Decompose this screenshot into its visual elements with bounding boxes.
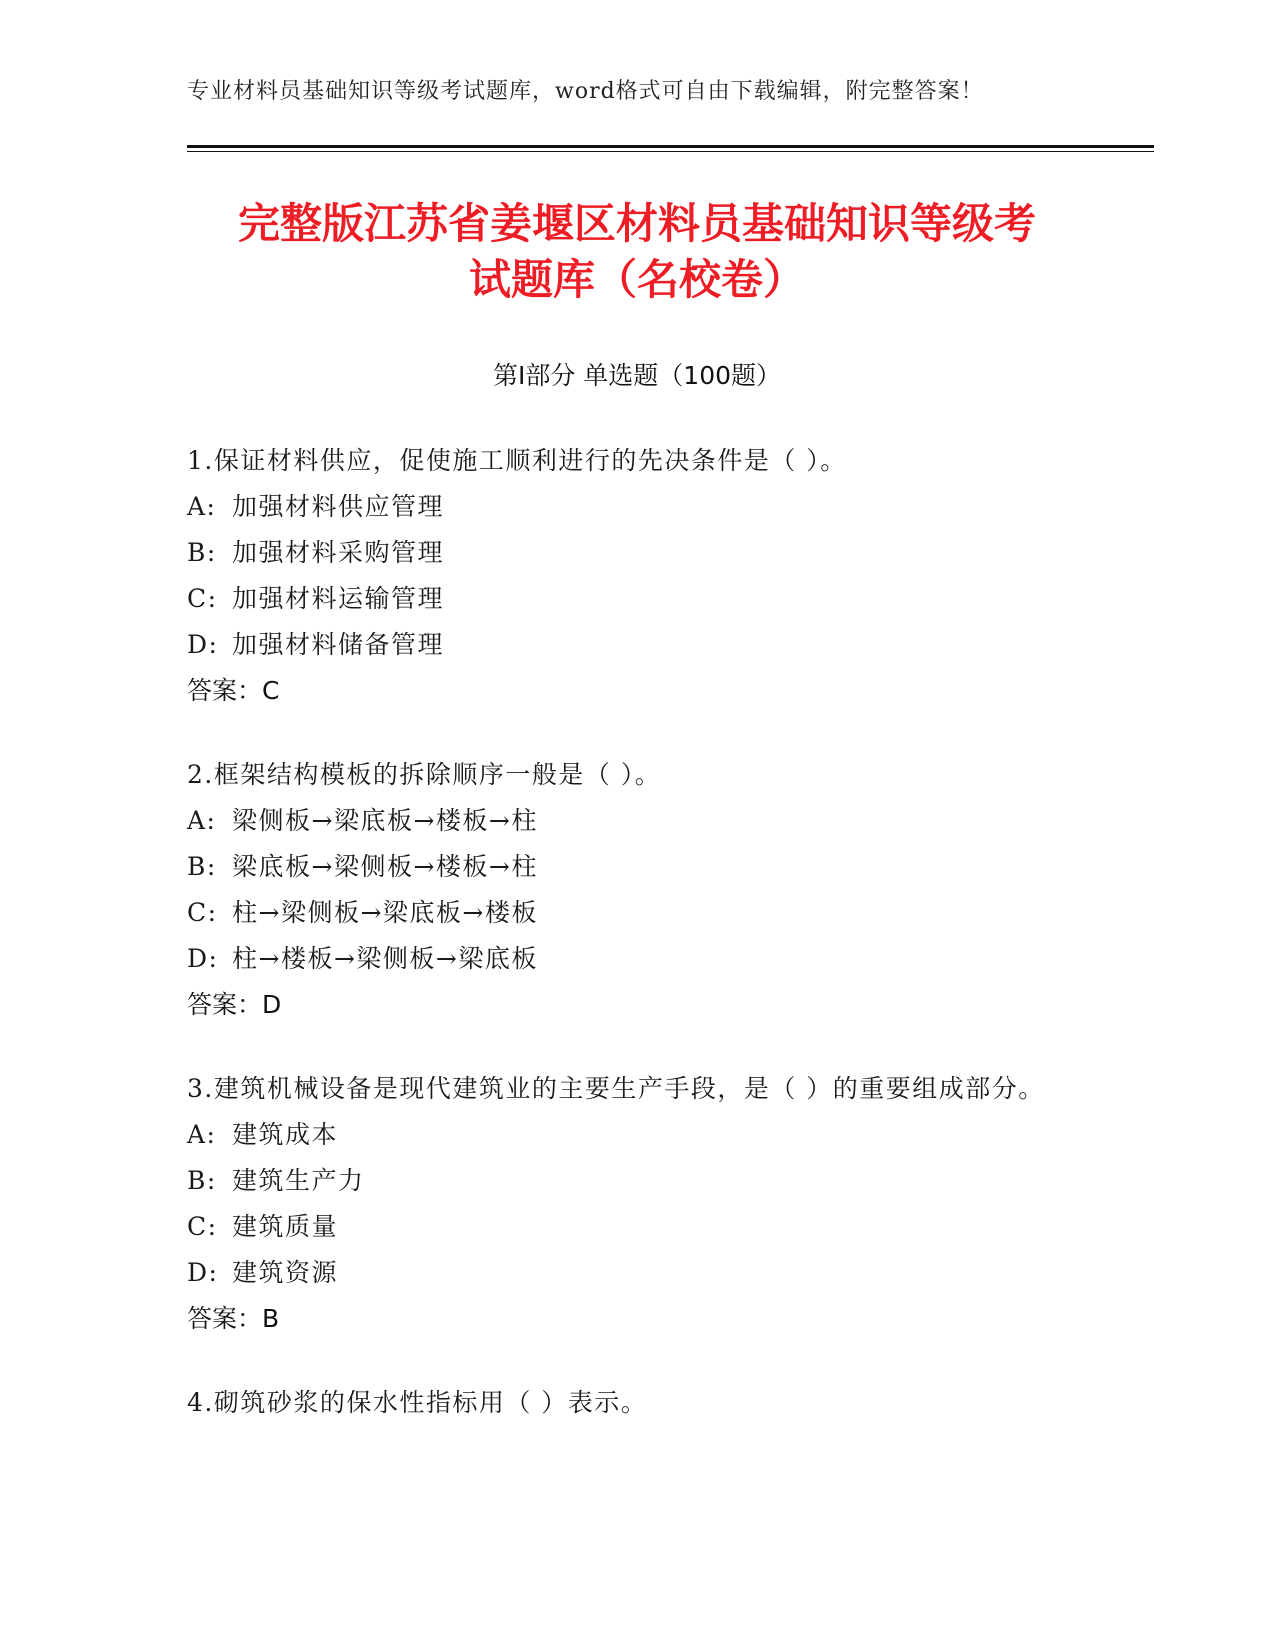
question-stem: 4.砌筑砂浆的保水性指标用（ ）表示。 [187, 1388, 648, 1417]
answer-line: 答案：D [187, 990, 282, 1019]
option-text: 建筑成本 [232, 1120, 339, 1149]
question-stem: 1.保证材料供应，促使施工顺利进行的先决条件是（ ）。 [187, 446, 847, 475]
option-a [187, 1112, 1087, 1158]
question-3 [187, 1066, 1087, 1342]
option-d [187, 622, 1087, 668]
answer-line: 答案：C [187, 676, 280, 705]
option-c [187, 1204, 1087, 1250]
document-title [187, 196, 1087, 308]
header-divider-thick [187, 145, 1154, 148]
option-letter: D: [187, 944, 219, 973]
option-text: 建筑质量 [232, 1212, 339, 1241]
option-text: 加强材料采购管理 [232, 538, 445, 567]
option-b [187, 1158, 1087, 1204]
option-a [187, 798, 1087, 844]
option-b [187, 530, 1087, 576]
option-text: 柱→梁侧板→梁底板→楼板 [232, 898, 538, 927]
question-stem: 3.建筑机械设备是现代建筑业的主要生产手段，是（ ）的重要组成部分。 [187, 1074, 1045, 1103]
option-text: 梁底板→梁侧板→楼板→柱 [232, 852, 538, 881]
option-letter: C: [187, 898, 218, 927]
option-d [187, 936, 1087, 982]
option-letter: A: [187, 1120, 217, 1149]
header-divider-thin [187, 151, 1154, 152]
title-line-1: 完整版江苏省姜堰区材料员基础知识等级考 [237, 199, 1036, 248]
question-4 [187, 1380, 1087, 1426]
option-c [187, 890, 1087, 936]
option-c [187, 576, 1087, 622]
option-text: 建筑生产力 [232, 1166, 365, 1195]
option-letter: C: [187, 1212, 218, 1241]
question-stem: 2.框架结构模板的拆除顺序一般是（ ）。 [187, 760, 662, 789]
option-letter: B: [187, 538, 217, 567]
option-letter: A: [187, 806, 217, 835]
option-text: 梁侧板→梁底板→楼板→柱 [232, 806, 538, 835]
option-text: 加强材料运输管理 [232, 584, 445, 613]
option-letter: B: [187, 1166, 217, 1195]
option-text: 加强材料储备管理 [232, 630, 445, 659]
option-letter: A: [187, 492, 217, 521]
option-a [187, 484, 1087, 530]
option-d [187, 1250, 1087, 1296]
question-2 [187, 752, 1087, 1028]
section-title: 第Ⅰ部分 单选题（100题） [492, 361, 782, 390]
option-text: 加强材料供应管理 [232, 492, 445, 521]
answer-line: 答案：B [187, 1304, 280, 1333]
option-letter: B: [187, 852, 217, 881]
option-b [187, 844, 1087, 890]
option-letter: C: [187, 584, 218, 613]
header-note: 专业材料员基础知识等级考试题库，word格式可自由下载编辑，附完整答案！ [187, 79, 984, 104]
question-list [187, 438, 1087, 1464]
option-letter: D: [187, 1258, 219, 1287]
title-line-2: 试题库（名校卷） [468, 255, 805, 304]
option-text: 建筑资源 [232, 1258, 339, 1287]
option-letter: D: [187, 630, 219, 659]
option-text: 柱→楼板→梁侧板→梁底板 [232, 944, 538, 973]
question-1 [187, 438, 1087, 714]
